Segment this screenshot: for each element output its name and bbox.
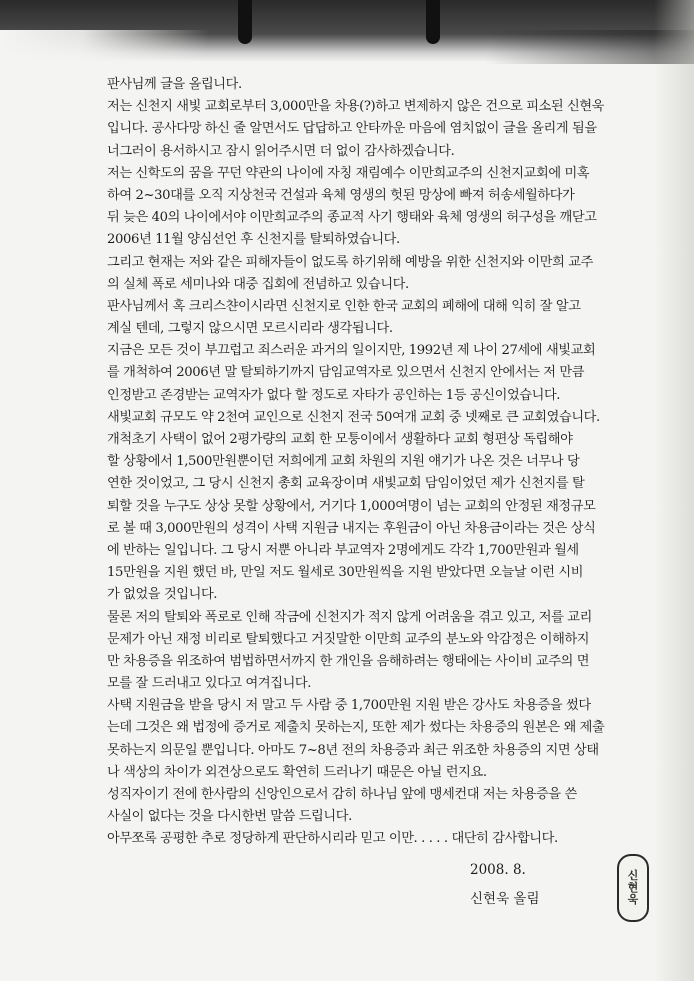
page-edge-shadow [654, 0, 694, 981]
seal-stamp [617, 854, 649, 922]
letter-line: 못하는지 의문일 뿐입니다. 아마도 7~8년 전의 차용증과 최근 위조한 차용증의 지면 상태 [107, 742, 599, 758]
letter-line: 인정받고 존경받는 교역자가 없다 할 정도로 자타가 공인하는 1등 공신이었습니다. [107, 387, 561, 403]
letter-line: 를 개척하여 2006년 말 탈퇴하기까지 담임교역자로 있으면서 신천지 안에서는 저 만큼 [107, 365, 585, 381]
letter-line: 개척초기 사택이 없어 2평가량의 교회 한 모퉁이에서 생활하다 교회 형편상 독립해야 [107, 432, 573, 447]
letter-signature: 신현욱 올림 [470, 891, 540, 907]
letter-line: 15만원을 지원 했던 바, 만일 저도 월세로 30만원씩을 지원 받았다면 오늘날 이런 시비 [107, 565, 584, 581]
binder-hole-left [238, 0, 252, 44]
letter-line: 뒤 늦은 40의 나이에서야 이만희교주의 종교적 사기 행태와 육체 영생의 허구성을 깨닫고 [107, 210, 597, 226]
letter-line: 입니다. 공사다망 하신 줄 알면서도 답답하고 안타까운 마음에 염치없이 글을 올리게 됨을 [107, 121, 597, 137]
letter-line: 의 실체 폭로 세미나와 대중 집회에 전념하고 있습니다. [107, 276, 409, 292]
binder-clip-edge [0, 30, 694, 64]
letter-line: 모를 잘 드러내고 있다고 여겨집니다. [107, 676, 312, 692]
letter-line: 그리고 현재는 저와 같은 피해자들이 없도록 하기위해 예방을 위한 신천지와 이만희 교주 [107, 254, 593, 270]
letter-date: 2008. 8. [470, 862, 526, 878]
letter-line: 성직자이기 전에 한사람의 신앙인으로서 감히 하나님 앞에 맹세컨대 저는 차용증을 쓴 [107, 787, 577, 802]
letter-line: 사실이 없다는 것을 다시한번 말씀 드립니다. [107, 809, 352, 825]
letter-line: 판사님께서 혹 크리스챤이시라면 신천지로 인한 한국 교회의 폐해에 대해 익히 잘 알고 [107, 298, 581, 314]
seal-char: 현 [627, 881, 639, 894]
letter-line: 문제가 아닌 재정 비리로 탈퇴했다고 거짓말한 이만희 교주의 분노와 악감정은 이해하지 [107, 631, 590, 647]
letter-line: 아무쪼록 공평한 추로 정당하게 판단하시리라 믿고 이만. . . . . 대단히 감사합니다. [107, 831, 558, 847]
letter-line: 는데 그것은 왜 법정에 증거로 제출치 못하는지, 또한 제가 썼다는 차용증의 원본은 왜 제출 [107, 720, 605, 736]
letter-line: 계실 텐데, 그렇지 않으시면 모르시리라 생각됩니다. [107, 321, 393, 337]
letter-line: 연한 것이었고, 그 당시 신천지 총회 교육장이며 새빛교회 담임이었던 제가 신천지를 탈 [107, 476, 585, 492]
letter-line: 사택 지원금을 받을 당시 저 말고 두 사람 중 1,700만원 지원 받은 강사도 차용증을 썼다 [107, 698, 591, 714]
letter-line: 만 차용증을 위조하여 범법하면서까지 한 개인을 음해하려는 행태에는 사이비 교주의 면 [107, 653, 590, 669]
letter-line: 2006년 11월 양심선언 후 신천지를 탈퇴하였습니다. [107, 232, 400, 248]
letter-line: 물론 저의 탈퇴와 폭로로 인해 작금에 신천지가 적지 않게 어려움을 겪고 있고, 저를 교리 [107, 609, 592, 625]
letter-line: 저는 신천지 새빛 교회로부터 3,000만을 차용(?)하고 변제하지 않은 건으로 피소된 신현욱 [107, 99, 605, 115]
letter-line: 하여 2~30대를 오직 지상천국 건설과 육체 영생의 헛된 망상에 빠져 허송세월하다가 [107, 187, 575, 203]
letter-body [107, 74, 619, 851]
seal-char: 신 [627, 869, 639, 882]
letter-line: 가 없었을 것입니다. [107, 587, 218, 603]
letter-line: 너그러이 용서하시고 잠시 읽어주시면 더 없이 감사하겠습니다. [107, 143, 455, 159]
letter-line: 퇴할 것을 누구도 상상 못할 상황에서, 거기다 1,000여명이 넘는 교회의 안정된 재정규모 [107, 498, 596, 514]
letter-line: 판사님께 글을 올립니다. [107, 77, 242, 92]
letter-line: 에 반하는 일입니다. 그 당시 저뿐 아니라 부교역자 2명에게도 각각 1,700만원과 월세 [107, 542, 579, 558]
letter-line: 지금은 모든 것이 부끄럽고 죄스러운 과거의 일이지만, 1992년 제 나이 27세에 새빛교회 [107, 343, 596, 359]
letter-line: 로 볼 때 3,000만원의 성격이 사택 지원금 내지는 후원금이 아닌 차용금이라는 것은 상식 [107, 520, 596, 536]
letter-line: 나 색상의 차이가 외견상으로도 확연히 드러나기 때문은 아닐 런지요. [107, 764, 487, 780]
letter-line: 저는 신학도의 꿈을 꾸던 약관의 나이에 자칭 재림예수 이만희교주의 신천지교회에 미혹 [107, 165, 590, 181]
letter-line: 새빛교회 규모도 약 2천여 교인으로 신천지 전국 50여개 교회 중 넷째로 큰 교회였습니다. [107, 409, 600, 425]
binder-hole-right [426, 0, 440, 44]
letter-line: 할 상황에서 1,500만원뿐이던 저희에게 교회 차원의 지원 얘기가 나온 것은 너무나 당 [107, 454, 580, 470]
seal-char: 욱 [627, 893, 639, 906]
